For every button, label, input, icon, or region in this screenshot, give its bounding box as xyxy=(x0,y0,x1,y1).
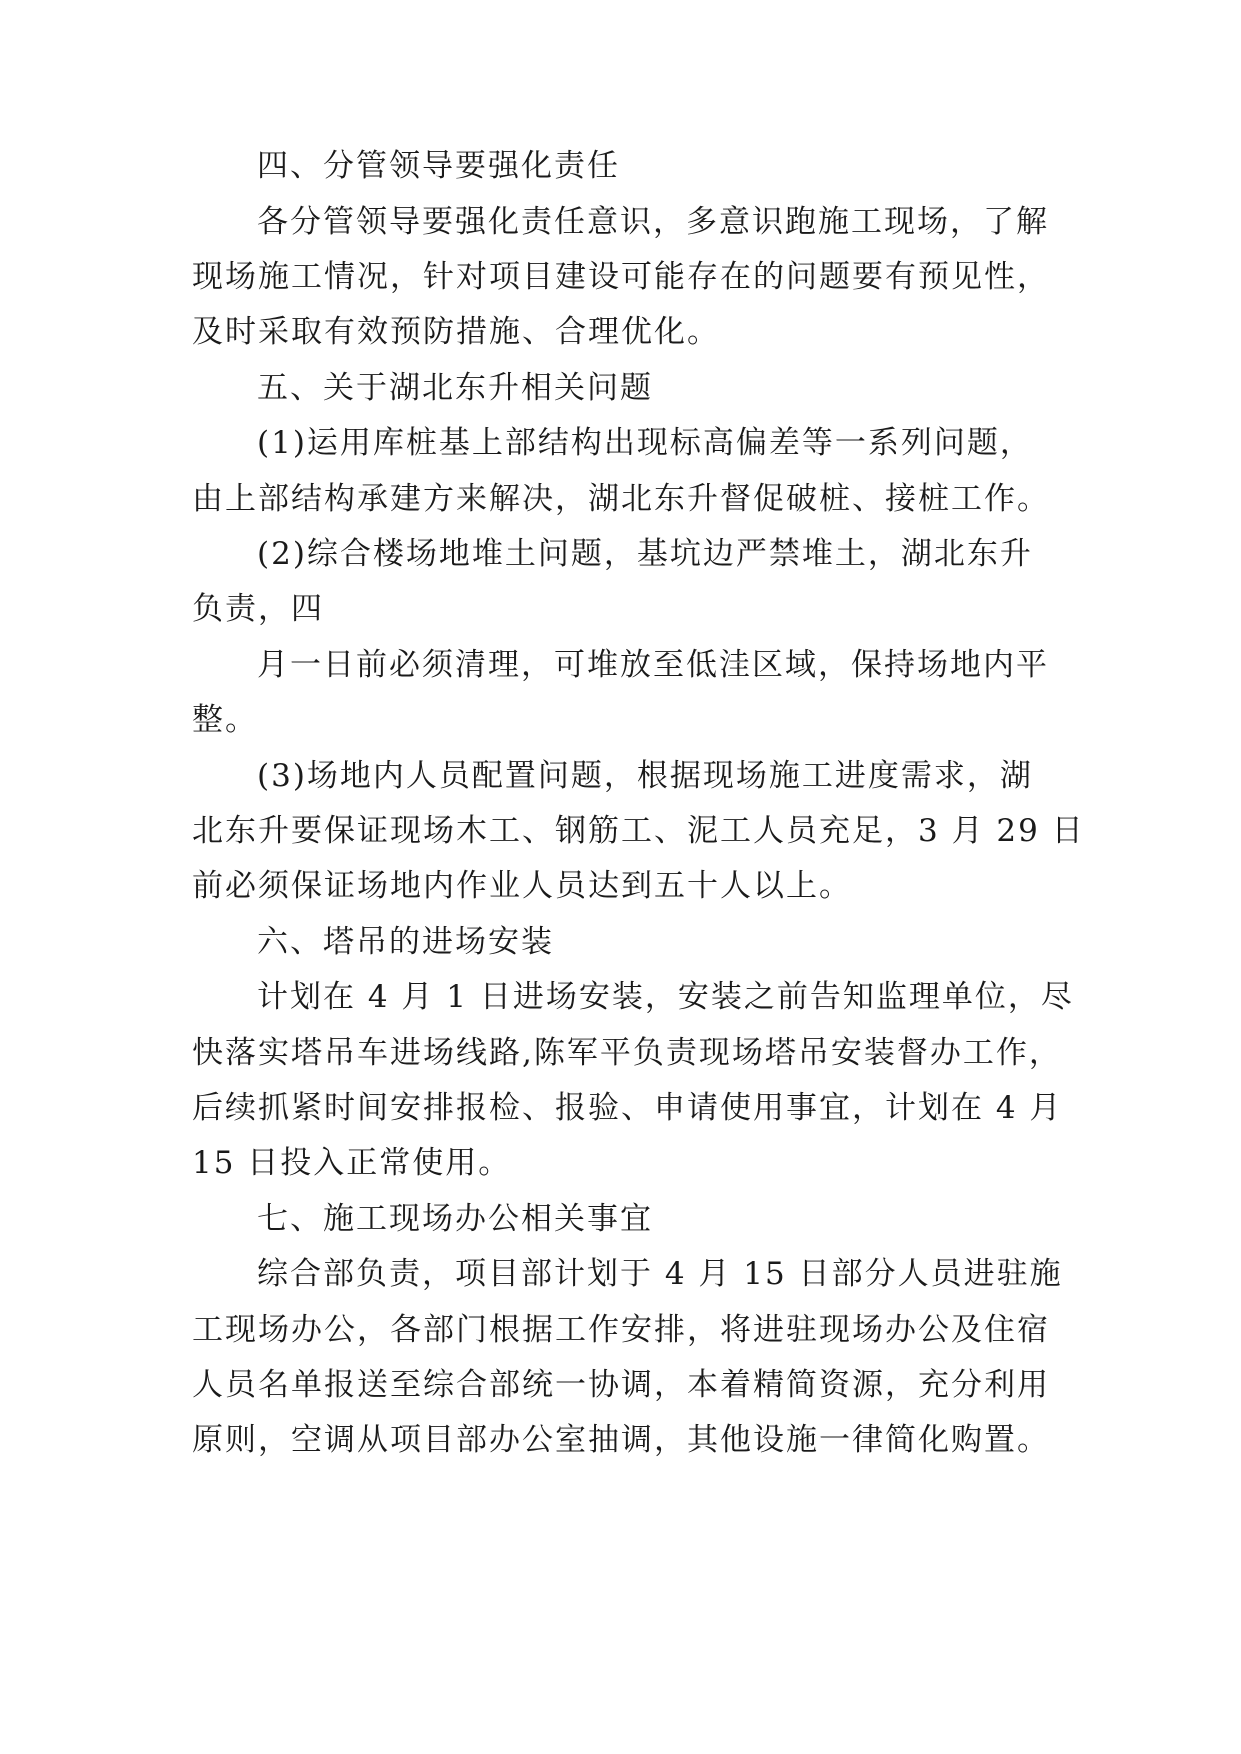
paragraph-line: 后续抓紧时间安排报检、报验、申请使用事宜，计划在 4 月 xyxy=(192,1090,1063,1126)
paragraph-line: 工现场办公，各部门根据工作安排，将进驻现场办公及住宿 xyxy=(192,1312,1050,1348)
paragraph-line: (1)运用库桩基上部结构出现标高偏差等一系列问题， xyxy=(257,425,1033,461)
paragraph-line: 及时采取有效预防措施、合理优化。 xyxy=(192,314,720,350)
section-heading-4: 四、分管领导要强化责任 xyxy=(257,148,620,184)
paragraph-line: 综合部负责，项目部计划于 4 月 15 日部分人员进驻施 xyxy=(257,1256,1063,1292)
paragraph-line: 前必须保证场地内作业人员达到五十人以上。 xyxy=(192,868,852,904)
paragraph-line: 负责，四 xyxy=(192,591,324,627)
paragraph-line: 原则，空调从项目部办公室抽调，其他设施一律简化购置。 xyxy=(192,1422,1050,1458)
section-heading-6: 六、塔吊的进场安装 xyxy=(257,924,554,960)
paragraph-line: 由上部结构承建方来解决，湖北东升督促破桩、接桩工作。 xyxy=(192,481,1050,517)
paragraph-line: (2)综合楼场地堆土问题，基坑边严禁堆土，湖北东升 xyxy=(257,536,1033,572)
paragraph-line: 快落实塔吊车进场线路,陈军平负责现场塔吊安装督办工作， xyxy=(192,1035,1062,1071)
paragraph-line: 整。 xyxy=(192,702,258,738)
paragraph-line: (3)场地内人员配置问题，根据现场施工进度需求，湖 xyxy=(257,758,1033,794)
paragraph-line: 各分管领导要强化责任意识，多意识跑施工现场，了解 xyxy=(257,204,1049,240)
paragraph-line: 现场施工情况，针对项目建设可能存在的问题要有预见性， xyxy=(192,259,1050,295)
paragraph-line: 北东升要保证现场木工、钢筋工、泥工人员充足，3 月 29 日 xyxy=(192,813,1085,849)
paragraph-line: 月一日前必须清理，可堆放至低洼区域，保持场地内平 xyxy=(257,647,1049,683)
paragraph-line: 计划在 4 月 1 日进场安装，安装之前告知监理单位，尽 xyxy=(257,979,1074,1015)
paragraph-line: 15 日投入正常使用。 xyxy=(192,1145,512,1181)
paragraph-line: 人员名单报送至综合部统一协调，本着精简资源，充分利用 xyxy=(192,1367,1050,1403)
section-heading-5: 五、关于湖北东升相关问题 xyxy=(257,370,653,406)
section-heading-7: 七、施工现场办公相关事宜 xyxy=(257,1201,653,1237)
